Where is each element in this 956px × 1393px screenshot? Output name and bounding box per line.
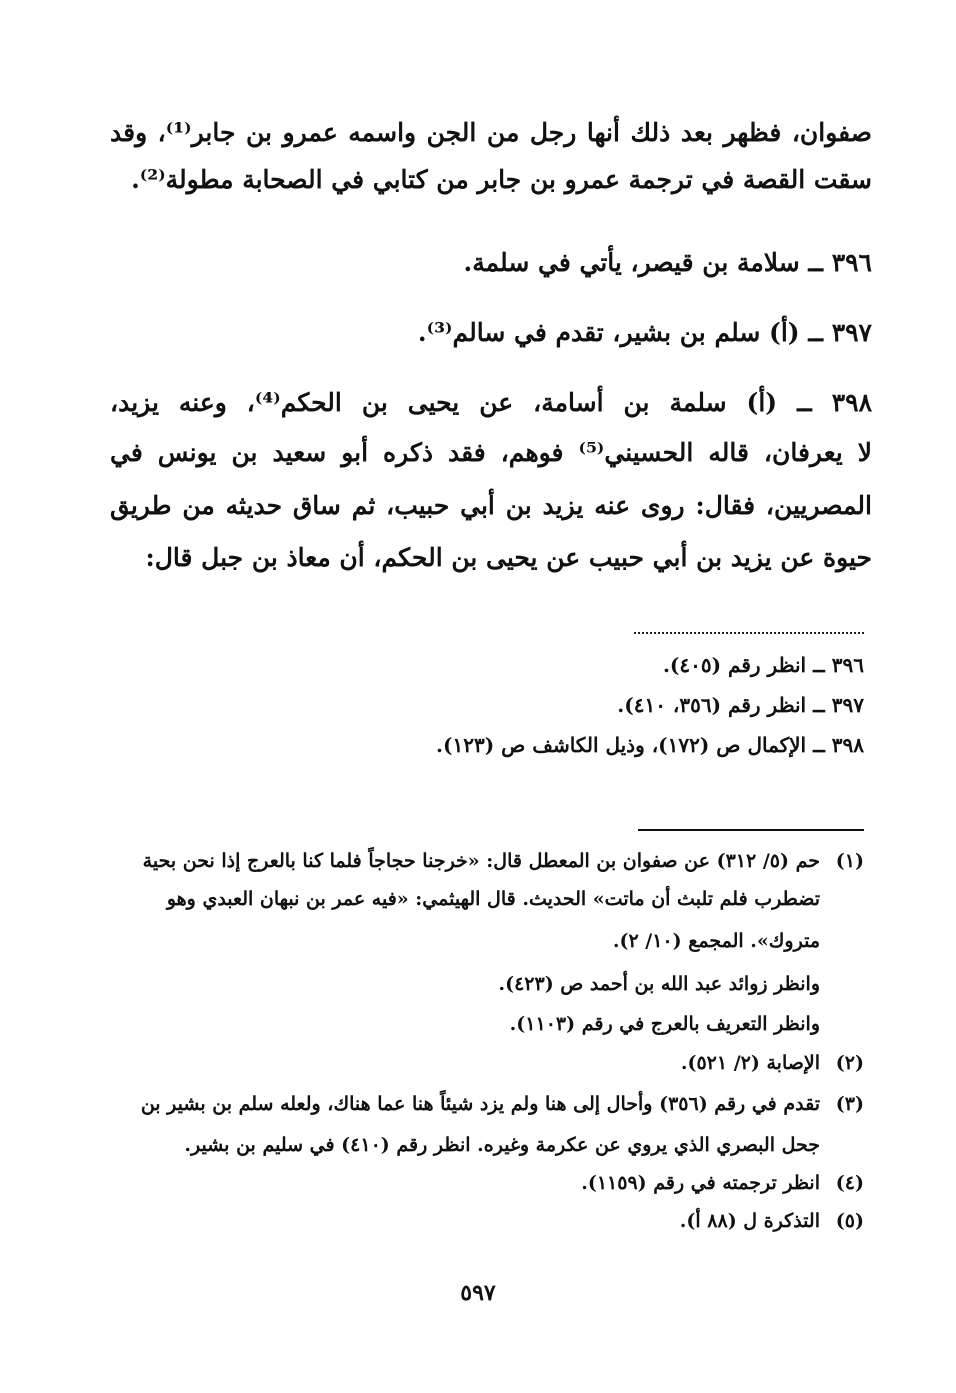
footnote-4 [112, 1172, 864, 1194]
entry-398-line: حيوة عن يزيد بن أبي حبيب عن يحيى بن الحكم، أن معاذ بن جبل قال: [145, 543, 872, 572]
footnote-number: (٢) [835, 1052, 864, 1074]
footnote-rule [638, 829, 864, 831]
entry-398-line: ٣٩٨ ــ (أ) سلمة بن أسامة، عن يحيى بن الحكم⁽⁴⁾، وعنه يزيد، [110, 388, 873, 417]
footnote-line: (٢)الإصابة (٢/ ٥٢١). [680, 1052, 864, 1074]
footnote-number: (٣) [835, 1093, 864, 1115]
footnote-line: وانظر زوائد عبد الله بن أحمد ص (٤٢٣). [498, 973, 820, 995]
footnote-line: (٣)تقدم في رقم (٣٥٦) وأحال إلى هنا ولم يزد شيئاً هنا عما هناك، ولعله سلم بن بشير بن [140, 1093, 864, 1115]
footnote-1-cont [112, 973, 864, 995]
footnote-2 [112, 1052, 864, 1074]
footnote-1-cont [112, 930, 864, 952]
ref-note: ٣٩٧ ــ انظر رقم (٣٥٦، ٤١٠). [617, 693, 864, 717]
entry-396: ٣٩٦ ــ سلامة بن قيصر، يأتي في سلمة. [463, 248, 872, 277]
entry-398-line: لا يعرفان، قاله الحسيني⁽⁵⁾ فوهم، فقد ذكره أبو سعيد بن يونس في [110, 438, 873, 467]
entry-398-line: المصريين، فقال: روى عنه يزيد بن أبي حبيب، ثم ساق حديثه من طريق [110, 491, 872, 520]
footnote-number: (٥) [835, 1210, 864, 1232]
footnote-line: جحل البصري الذي يروي عن عكرمة وغيره. انظر رقم (٤١٠) في سليم بن بشير. [184, 1134, 820, 1156]
footnote-1 [112, 850, 864, 872]
ref-note: ٣٩٨ ــ الإكمال ص (١٧٢)، وذيل الكاشف ص (١٢٣). [436, 733, 864, 757]
page-number: ٥٩٧ [460, 1280, 496, 1306]
ref-note: ٣٩٦ ــ انظر رقم (٤٠٥). [662, 653, 864, 677]
footnote-line: تضطرب فلم تلبث أن ماتت» الحديث. قال الهيثمي: «فيه عمر بن نبهان العبدي وهو [166, 888, 820, 910]
footnote-line: متروك». المجمع (١٠/ ٢). [612, 930, 820, 952]
footnote-number: (١) [835, 850, 864, 872]
footnote-number: (٤) [835, 1172, 864, 1194]
footnote-3-cont [112, 1134, 864, 1156]
footnote-line: (٥)التذكرة ل (٨٨ أ). [679, 1210, 864, 1232]
footnote-line: (١)حم (٥/ ٣١٢) عن صفوان بن المعطل قال: «خرجنا حجاجاً فلما كنا بالعرج إذا نحن بحية [142, 850, 864, 872]
footnote-line: وانظر التعريف بالعرج في رقم (١١٠٣). [509, 1013, 820, 1035]
footnote-5 [112, 1210, 864, 1232]
entry-397: ٣٩٧ ــ (أ) سلم بن بشير، تقدم في سالم⁽³⁾. [417, 318, 872, 347]
footnote-line: (٤)انظر ترجمته في رقم (١١٥٩). [581, 1172, 864, 1194]
main-text [110, 0, 872, 600]
footnote-3 [112, 1093, 864, 1115]
footnote-1-cont [112, 1013, 864, 1035]
footnote-1-cont [112, 888, 864, 910]
body-line: صفوان، فظهر بعد ذلك أنها رجل من الجن واسمه عمرو بن جابر⁽¹⁾، وقد [110, 118, 872, 147]
dotted-separator [634, 632, 864, 634]
body-line: سقت القصة في ترجمة عمرو بن جابر من كتابي في الصحابة مطولة⁽²⁾. [131, 165, 872, 194]
